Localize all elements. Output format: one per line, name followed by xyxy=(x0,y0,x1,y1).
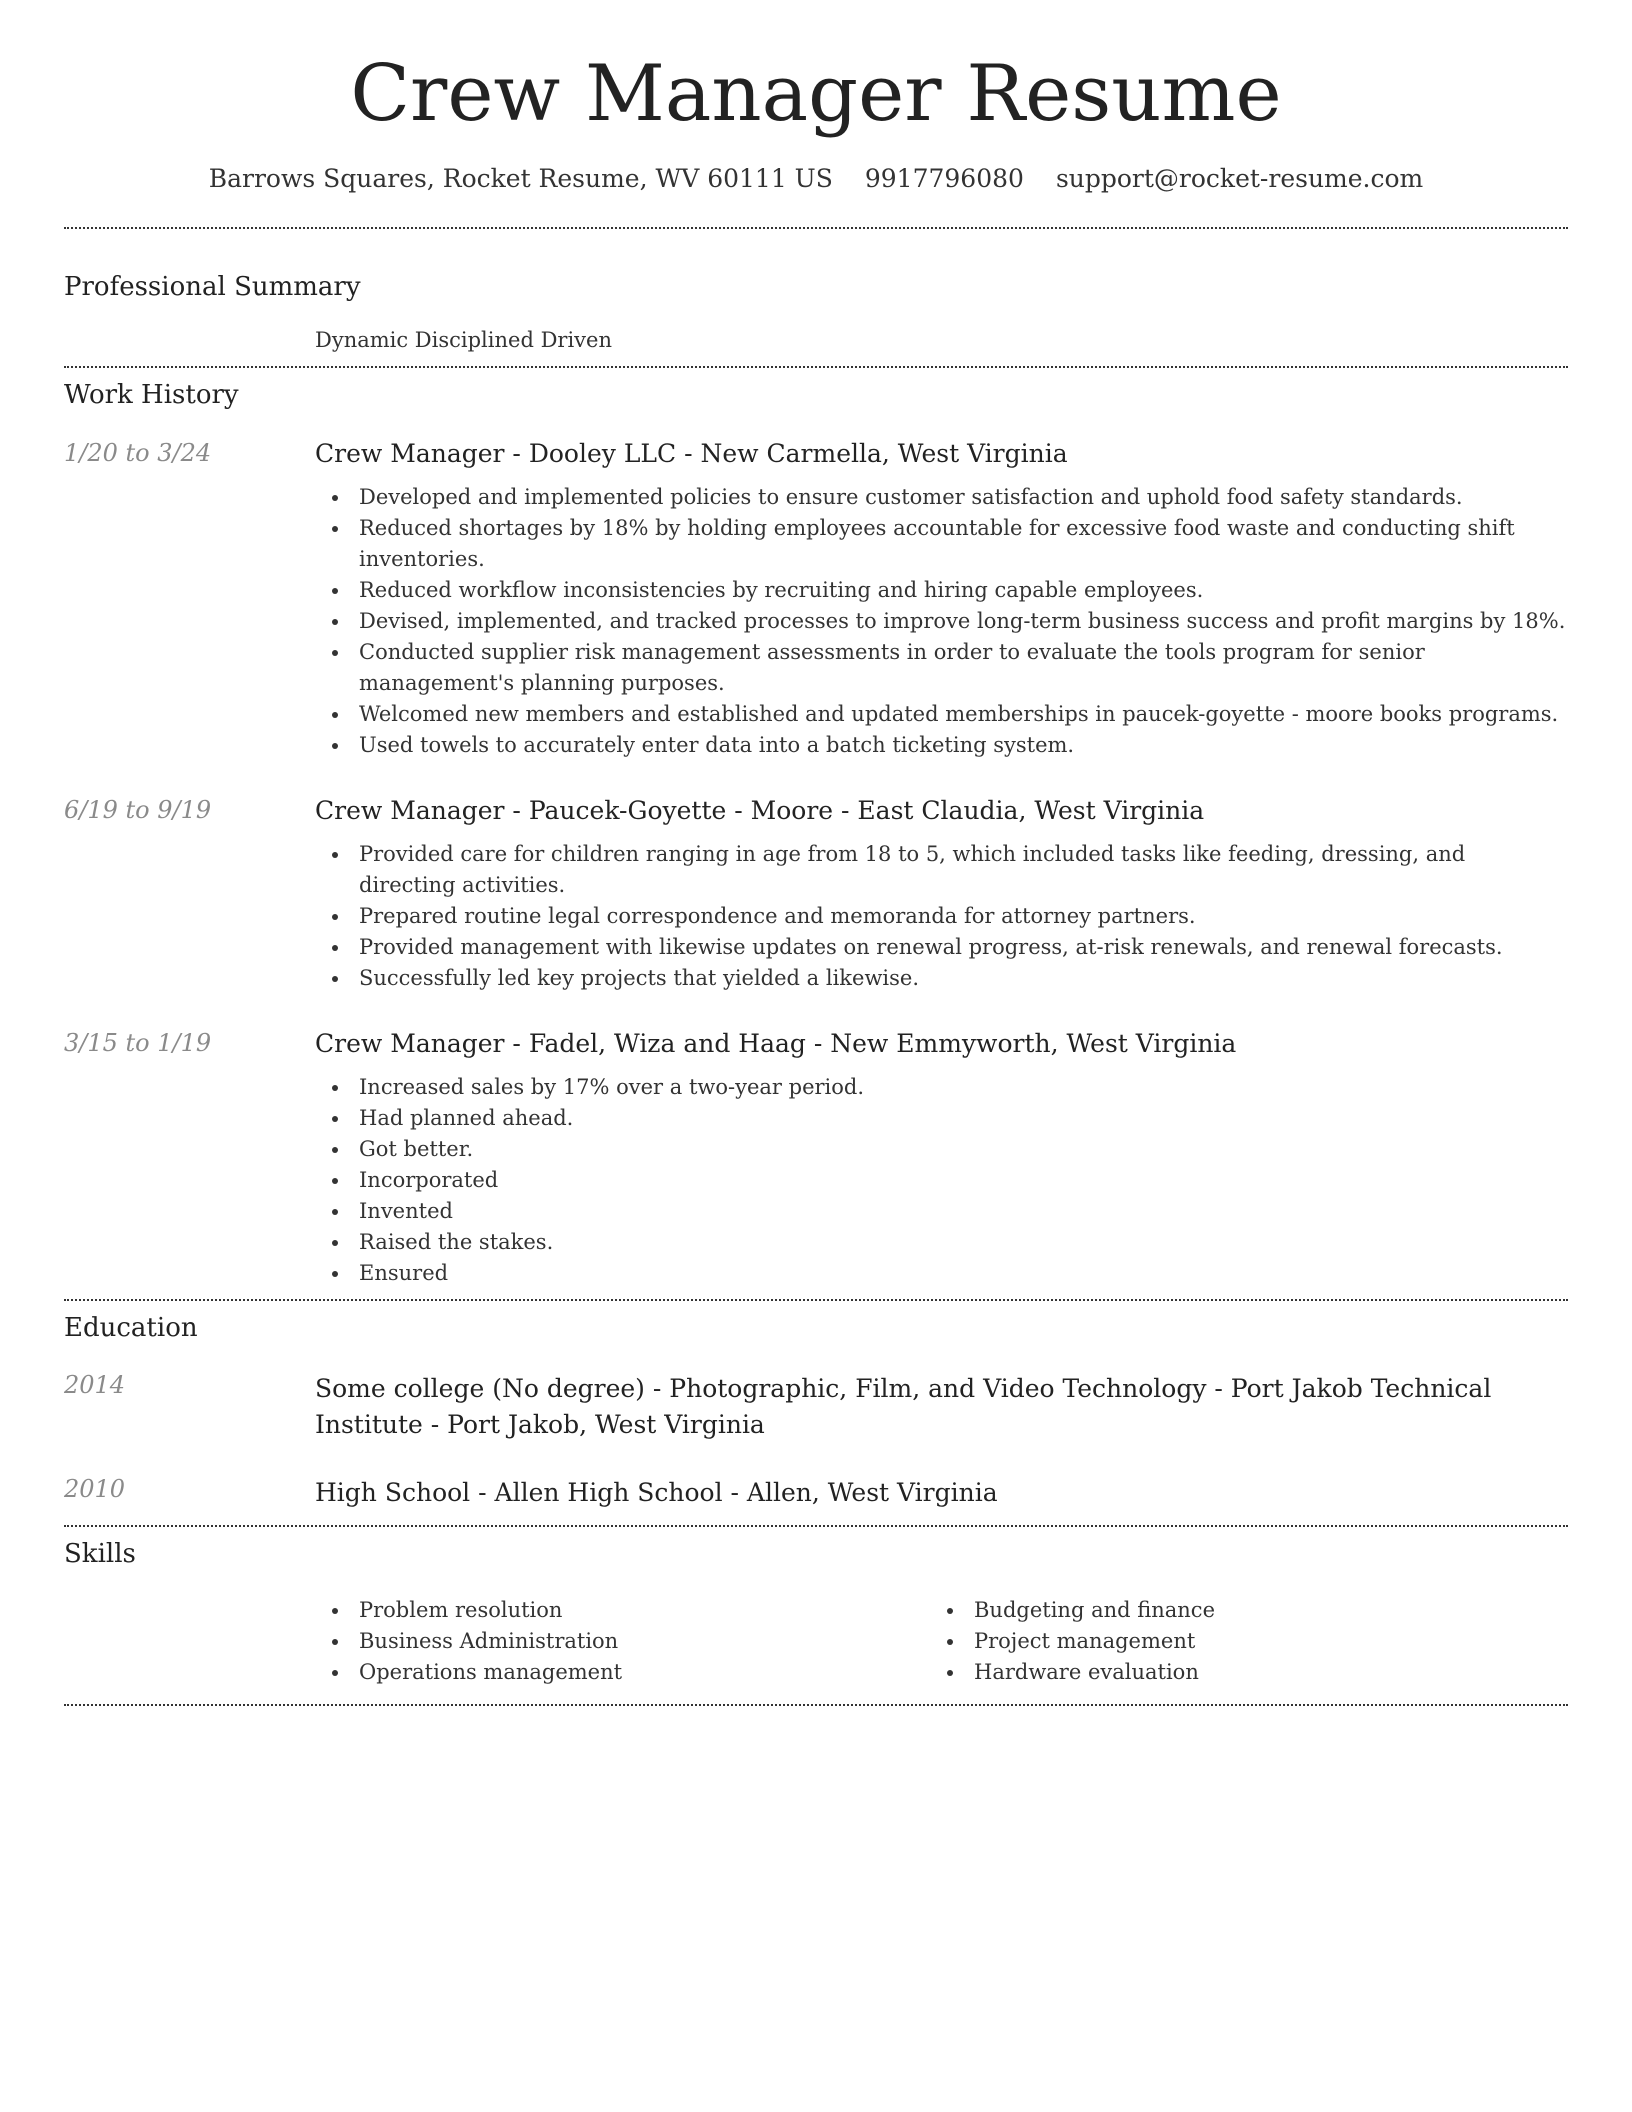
skill-item: Business Administration xyxy=(315,1626,930,1657)
skill-item: Project management xyxy=(930,1626,1545,1657)
section-title-education: Education xyxy=(64,1312,198,1343)
education-entry xyxy=(64,1475,1568,1525)
skill-item: Operations management xyxy=(315,1657,930,1688)
job-dates: 3/15 to 1/19 xyxy=(64,1028,212,1057)
list-item: Increased sales by 17% over a two-year period. xyxy=(315,1072,1568,1103)
list-item: Got better. xyxy=(315,1134,1568,1165)
contact-line xyxy=(64,164,1568,193)
contact-email: support@rocket-resume.com xyxy=(1055,163,1424,193)
list-item: Provided care for children ranging in age from 18 to 5, which included tasks like feeding, dressing, and directing activities. xyxy=(315,839,1568,901)
job-dates: 6/19 to 9/19 xyxy=(64,795,212,824)
job-heading: Crew Manager - Paucek-Goyette - Moore - East Claudia, West Virginia xyxy=(315,795,1205,825)
list-item: Conducted supplier risk management assessments in order to evaluate the tools program for senior management's planning purposes. xyxy=(315,637,1568,699)
list-item: Devised, implemented, and tracked processes to improve long-term business success and profit margins by 18%. xyxy=(315,606,1568,637)
summary-section xyxy=(64,229,1568,366)
list-item: Welcomed new members and established and updated memberships in paucek-goyette - moore books programs. xyxy=(315,699,1568,730)
job-heading: Crew Manager - Fadel, Wiza and Haag - New Emmyworth, West Virginia xyxy=(315,1028,1237,1058)
job-dates: 1/20 to 3/24 xyxy=(64,438,212,467)
list-item: Invented xyxy=(315,1196,1568,1227)
divider xyxy=(64,1704,1568,1706)
job-bullets xyxy=(315,839,1568,994)
skill-item: Budgeting and finance xyxy=(930,1595,1545,1626)
contact-phone: 9917796080 xyxy=(864,163,1024,193)
education-details: - Port Jakob Technical Institute - Port Jakob, West Virginia xyxy=(315,1373,1492,1439)
list-item: Used towels to accurately enter data into a batch ticketing system. xyxy=(315,730,1568,761)
list-item: Reduced workflow inconsistencies by recruiting and hiring capable employees. xyxy=(315,575,1568,606)
summary-text: Dynamic Disciplined Driven xyxy=(315,327,612,352)
job-heading: Crew Manager - Dooley LLC - New Carmella, West Virginia xyxy=(315,438,1068,468)
list-item: Ensured xyxy=(315,1258,1568,1289)
education-details: - Allen High School - Allen, West Virginia xyxy=(470,1477,998,1507)
resume-title: Crew Manager Resume xyxy=(350,49,1282,139)
education-degree: Some college (No degree) - Photographic, Film, and Video Technology xyxy=(315,1373,1207,1403)
education-year: 2010 xyxy=(64,1474,126,1503)
job-entry xyxy=(64,1029,1568,1299)
skill-item: Hardware evaluation xyxy=(930,1657,1545,1688)
skills-section xyxy=(64,1527,1568,1704)
skills-column-1 xyxy=(315,1595,930,1688)
education-section xyxy=(64,1301,1568,1525)
job-entry xyxy=(64,796,1568,994)
list-item: Raised the stakes. xyxy=(315,1227,1568,1258)
section-title-work: Work History xyxy=(64,379,239,410)
list-item: Successfully led key projects that yielded a likewise. xyxy=(315,963,1568,994)
skills-list xyxy=(315,1595,1568,1688)
education-year: 2014 xyxy=(64,1370,126,1399)
job-bullets xyxy=(315,482,1568,761)
work-history-section xyxy=(64,368,1568,1299)
section-title-skills: Skills xyxy=(64,1538,136,1569)
list-item: Developed and implemented policies to ensure customer satisfaction and uphold food safety standards. xyxy=(315,482,1568,513)
list-item: Prepared routine legal correspondence and memoranda for attorney partners. xyxy=(315,901,1568,932)
contact-address: Barrows Squares, Rocket Resume, WV 60111 US xyxy=(208,163,833,193)
section-title-summary: Professional Summary xyxy=(64,271,361,302)
list-item: Provided management with likewise updates on renewal progress, at-risk renewals, and renewal forecasts. xyxy=(315,932,1568,963)
skills-column-2 xyxy=(930,1595,1545,1688)
skill-item: Problem resolution xyxy=(315,1595,930,1626)
list-item: Incorporated xyxy=(315,1165,1568,1196)
job-bullets xyxy=(315,1072,1568,1289)
education-degree: High School xyxy=(315,1477,471,1507)
job-entry xyxy=(64,439,1568,761)
list-item: Had planned ahead. xyxy=(315,1103,1568,1134)
list-item: Reduced shortages by 18% by holding employees accountable for excessive food waste and conducting shift inventories. xyxy=(315,513,1568,575)
resume-header xyxy=(64,0,1568,193)
education-entry xyxy=(64,1371,1568,1443)
